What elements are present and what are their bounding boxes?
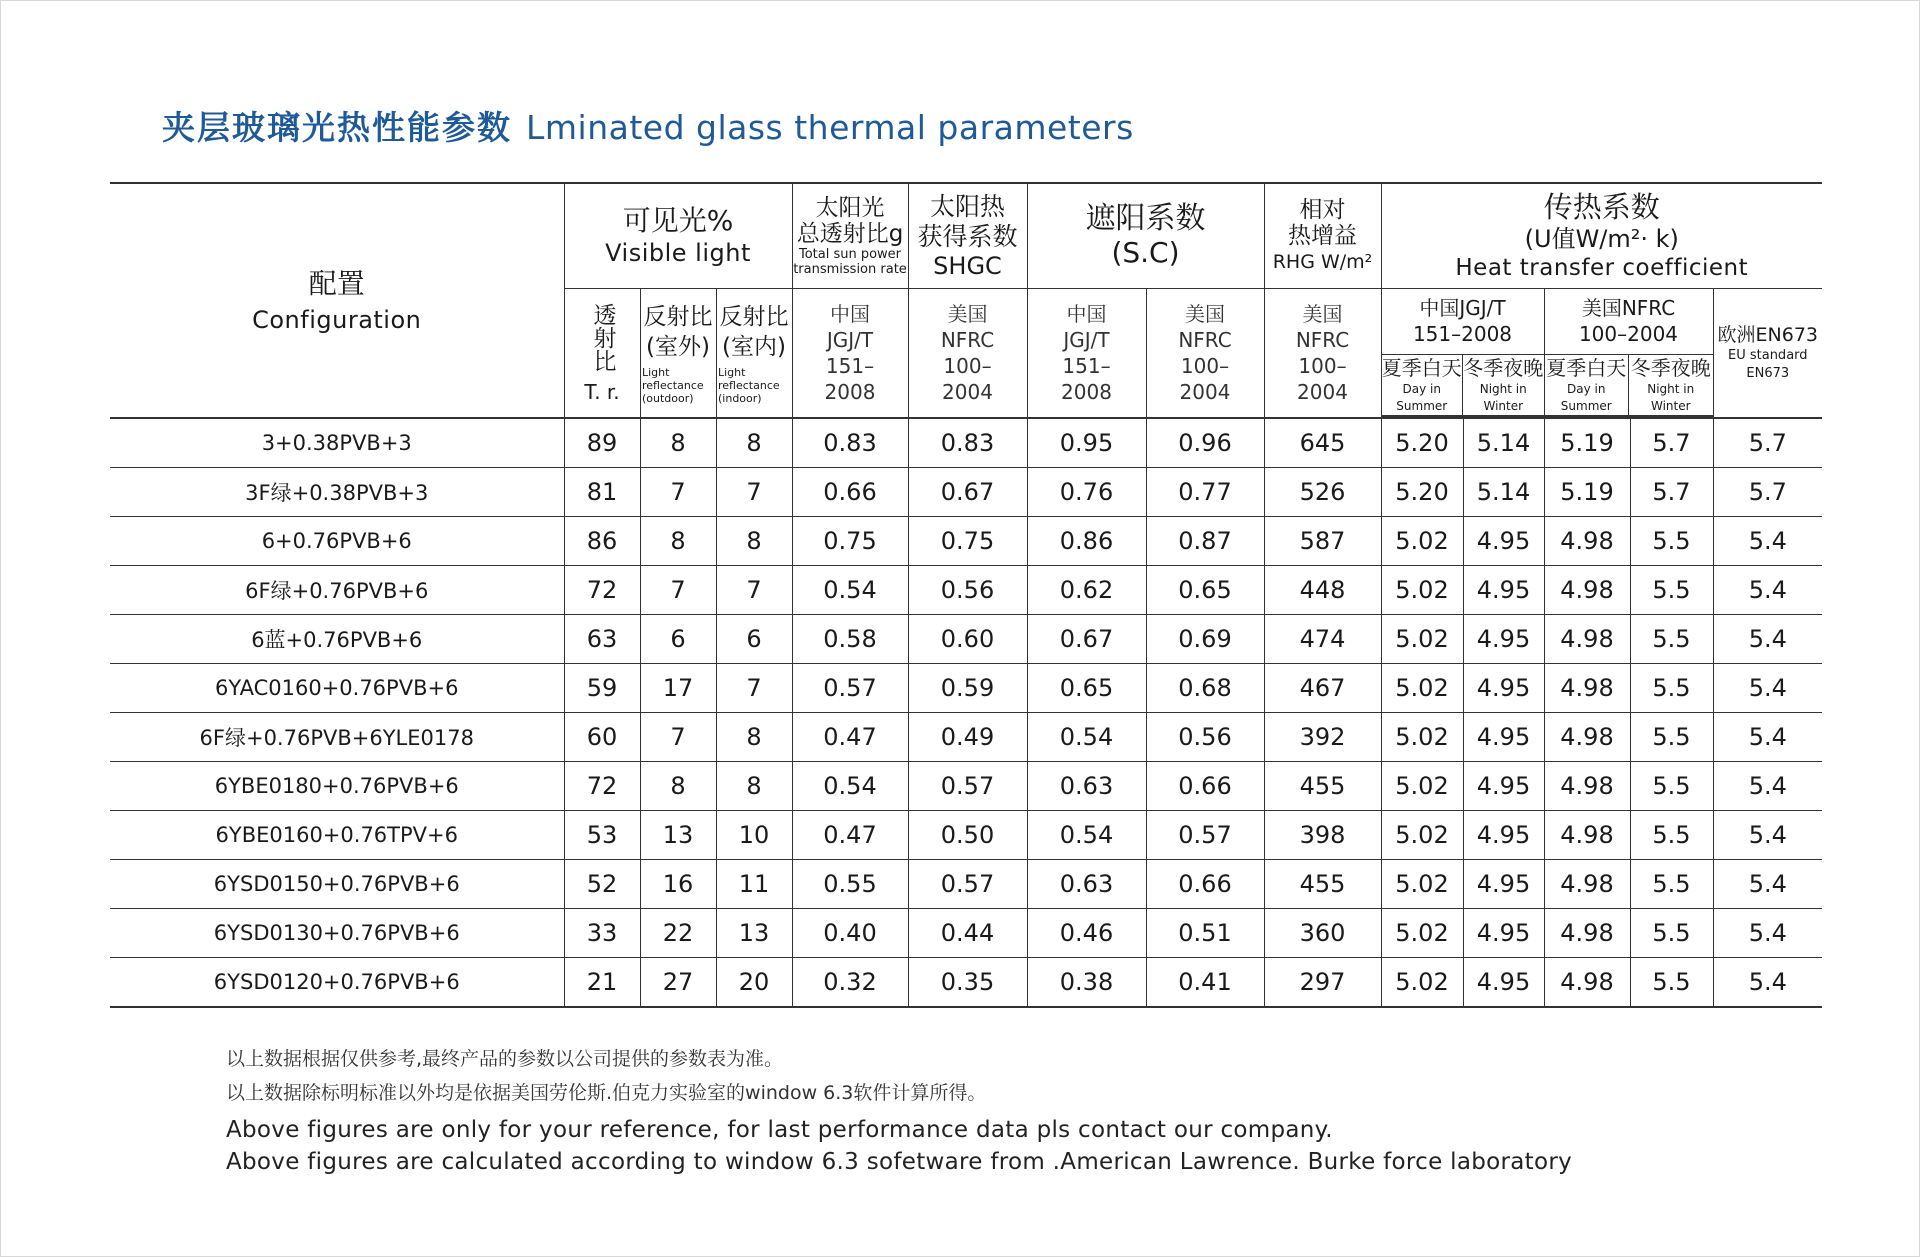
notes-en xyxy=(226,1114,1572,1178)
cell-u-cn-summer: 5.02 xyxy=(1381,762,1463,811)
cell-u-us-summer: 4.98 xyxy=(1544,566,1630,615)
winter-zh: 冬季夜晚 xyxy=(1630,355,1711,380)
table-row xyxy=(110,909,1822,958)
std-line: 2004 xyxy=(1179,380,1231,404)
cell-rhg: 455 xyxy=(1264,860,1381,909)
cell-u-us-summer: 4.98 xyxy=(1544,517,1630,566)
thermal-parameters-table xyxy=(110,182,1822,1008)
total-sun-std xyxy=(792,289,908,419)
winter-zh: 冬季夜晚 xyxy=(1463,355,1544,380)
refl-in-en: Light reflectance (indoor) xyxy=(718,365,780,405)
cell-refl-out: 7 xyxy=(640,566,716,615)
cell-refl-out: 7 xyxy=(640,713,716,762)
table-header xyxy=(110,183,1822,418)
std-line: NFRC xyxy=(1178,328,1232,352)
cell-refl-in: 6 xyxy=(716,615,792,664)
cell-sc-us: 0.66 xyxy=(1146,762,1264,811)
cell-rhg: 467 xyxy=(1264,664,1381,713)
cell-u-us-winter: 5.5 xyxy=(1630,811,1713,860)
cell-u-cn-winter: 4.95 xyxy=(1463,713,1544,762)
eu-en: EU standard EN673 xyxy=(1728,348,1808,381)
std-line: 2004 xyxy=(942,380,993,404)
cell-u-us-winter: 5.5 xyxy=(1630,615,1713,664)
cell-u-us-winter: 5.5 xyxy=(1630,713,1713,762)
table-row xyxy=(110,762,1822,811)
cell-shgc: 0.83 xyxy=(908,418,1027,468)
cell-refl-in: 11 xyxy=(716,860,792,909)
configuration-header xyxy=(110,183,564,418)
cell-u-cn-winter: 4.95 xyxy=(1463,566,1544,615)
summer-en: Day in Summer xyxy=(1560,381,1612,413)
cell-tr: 59 xyxy=(564,664,640,713)
cell-u-cn-summer: 5.02 xyxy=(1381,713,1463,762)
std-line: 2008 xyxy=(824,380,876,404)
cell-configuration: 3F绿+0.38PVB+3 xyxy=(110,468,564,517)
cell-shgc: 0.50 xyxy=(908,811,1027,860)
std-line: NFRC xyxy=(1295,328,1350,352)
cell-tr: 21 xyxy=(564,958,640,1008)
cell-u-cn-winter: 4.95 xyxy=(1463,811,1544,860)
cell-rhg: 526 xyxy=(1264,468,1381,517)
cell-refl-out: 13 xyxy=(640,811,716,860)
cell-configuration: 6YBE0180+0.76PVB+6 xyxy=(110,762,564,811)
winter-en: Night in Winter xyxy=(1647,381,1695,413)
table-body xyxy=(110,418,1822,1007)
cell-u-us-summer: 4.98 xyxy=(1544,713,1630,762)
shgc-std xyxy=(908,289,1027,419)
table-row xyxy=(110,958,1822,1008)
cell-sc-cn: 0.38 xyxy=(1027,958,1146,1008)
u-eu-std xyxy=(1713,289,1822,419)
cell-refl-in: 7 xyxy=(716,664,792,713)
cell-u-us-winter: 5.5 xyxy=(1630,762,1713,811)
table-row xyxy=(110,860,1822,909)
shading-coefficient-header xyxy=(1027,183,1264,289)
u-value-zh: 传热系数 xyxy=(1543,190,1660,224)
cell-total-sun-g: 0.66 xyxy=(792,468,908,517)
u-us-std1: 美国NFRC xyxy=(1581,296,1676,321)
cell-sc-us: 0.96 xyxy=(1146,418,1264,468)
cell-tr: 72 xyxy=(564,762,640,811)
cell-refl-out: 27 xyxy=(640,958,716,1008)
cell-refl-out: 7 xyxy=(640,468,716,517)
cell-u-cn-winter: 5.14 xyxy=(1463,418,1544,468)
tr-zh-text: 透射比 xyxy=(589,302,616,372)
cell-sc-cn: 0.65 xyxy=(1027,664,1146,713)
std-line: 151– xyxy=(1062,354,1111,378)
table-row xyxy=(110,713,1822,762)
cell-u-cn-winter: 4.95 xyxy=(1463,615,1544,664)
cell-u-eu: 5.4 xyxy=(1713,713,1822,762)
u-cn-winter-header xyxy=(1463,354,1544,416)
cell-tr: 81 xyxy=(564,468,640,517)
std-line: NFRC xyxy=(940,328,995,352)
cell-shgc: 0.49 xyxy=(908,713,1027,762)
sc-zh: 遮阳系数 xyxy=(1085,201,1206,236)
title-en: Lminated glass thermal parameters xyxy=(526,108,1134,147)
total-sun-en1: Total sun power xyxy=(798,247,902,262)
total-sun-en2: transmission rate xyxy=(793,262,907,277)
rhg-en: RHG W/m² xyxy=(1272,251,1373,273)
cell-tr: 89 xyxy=(564,418,640,468)
std-line: 美国 xyxy=(947,302,988,326)
cell-u-us-summer: 4.98 xyxy=(1544,762,1630,811)
tr-header xyxy=(564,289,640,419)
cell-u-cn-winter: 4.95 xyxy=(1463,517,1544,566)
cell-rhg: 448 xyxy=(1264,566,1381,615)
cell-total-sun-g: 0.57 xyxy=(792,664,908,713)
cell-rhg: 645 xyxy=(1264,418,1381,468)
u-value-unit: (U值W/m²· k) xyxy=(1524,225,1679,253)
cell-refl-in: 8 xyxy=(716,713,792,762)
cell-u-cn-summer: 5.02 xyxy=(1381,664,1463,713)
cell-rhg: 587 xyxy=(1264,517,1381,566)
std-line: 100– xyxy=(943,354,992,378)
summer-zh: 夏季白天 xyxy=(1546,355,1627,380)
table-row xyxy=(110,615,1822,664)
cell-rhg: 360 xyxy=(1264,909,1381,958)
cell-total-sun-g: 0.32 xyxy=(792,958,908,1008)
cell-tr: 53 xyxy=(564,811,640,860)
shgc-en: SHGC xyxy=(933,252,1002,280)
cell-total-sun-g: 0.75 xyxy=(792,517,908,566)
cell-configuration: 6YSD0150+0.76PVB+6 xyxy=(110,860,564,909)
cell-refl-out: 16 xyxy=(640,860,716,909)
cell-u-us-summer: 4.98 xyxy=(1544,958,1630,1008)
cell-refl-out: 8 xyxy=(640,418,716,468)
cell-total-sun-g: 0.54 xyxy=(792,762,908,811)
cell-u-us-summer: 4.98 xyxy=(1544,664,1630,713)
refl-in-zh: 反射比(室内) xyxy=(719,303,789,360)
configuration-header-en: Configuration xyxy=(252,305,422,334)
cell-u-cn-summer: 5.02 xyxy=(1381,909,1463,958)
cell-sc-cn: 0.63 xyxy=(1027,762,1146,811)
cell-u-us-winter: 5.5 xyxy=(1630,958,1713,1008)
cell-sc-us: 0.87 xyxy=(1146,517,1264,566)
cell-sc-us: 0.65 xyxy=(1146,566,1264,615)
cell-sc-us: 0.56 xyxy=(1146,713,1264,762)
std-line: 100– xyxy=(1180,354,1230,378)
cell-shgc: 0.59 xyxy=(908,664,1027,713)
std-line: JGJ/T xyxy=(1063,328,1110,352)
table-row xyxy=(110,468,1822,517)
cell-u-eu: 5.4 xyxy=(1713,615,1822,664)
rhg-std xyxy=(1264,289,1381,419)
cell-u-cn-summer: 5.02 xyxy=(1381,860,1463,909)
cell-refl-out: 8 xyxy=(640,762,716,811)
cell-rhg: 392 xyxy=(1264,713,1381,762)
cell-configuration: 6+0.76PVB+6 xyxy=(110,517,564,566)
u-cn-std1: 中国JGJ/T xyxy=(1419,296,1506,321)
cell-configuration: 6YAC0160+0.76PVB+6 xyxy=(110,664,564,713)
cell-rhg: 474 xyxy=(1264,615,1381,664)
cell-configuration: 3+0.38PVB+3 xyxy=(110,418,564,468)
cell-shgc: 0.56 xyxy=(908,566,1027,615)
cell-configuration: 6蓝+0.76PVB+6 xyxy=(110,615,564,664)
cell-tr: 33 xyxy=(564,909,640,958)
u-cn-std-label xyxy=(1382,289,1544,354)
cell-u-us-winter: 5.5 xyxy=(1630,517,1713,566)
cell-sc-cn: 0.95 xyxy=(1027,418,1146,468)
cell-u-eu: 5.7 xyxy=(1713,468,1822,517)
configuration-header-zh: 配置 xyxy=(308,266,365,300)
table-row xyxy=(110,517,1822,566)
refl-in-header xyxy=(716,289,792,419)
cell-u-eu: 5.4 xyxy=(1713,762,1822,811)
cell-tr: 86 xyxy=(564,517,640,566)
shgc-header xyxy=(908,183,1027,289)
cell-sc-us: 0.77 xyxy=(1146,468,1264,517)
std-line: 100– xyxy=(1298,354,1347,378)
cell-u-cn-summer: 5.02 xyxy=(1381,615,1463,664)
notes-zh xyxy=(226,1042,986,1110)
cell-sc-cn: 0.86 xyxy=(1027,517,1146,566)
cell-tr: 52 xyxy=(564,860,640,909)
cell-shgc: 0.60 xyxy=(908,615,1027,664)
winter-en: Night in Winter xyxy=(1479,381,1527,413)
cell-configuration: 6YBE0160+0.76TPV+6 xyxy=(110,811,564,860)
cell-shgc: 0.75 xyxy=(908,517,1027,566)
cell-u-us-winter: 5.5 xyxy=(1630,664,1713,713)
sc-en: (S.C) xyxy=(1111,236,1180,269)
cell-u-cn-summer: 5.02 xyxy=(1381,958,1463,1008)
table-row xyxy=(110,566,1822,615)
u-value-header xyxy=(1381,183,1822,289)
u-value-en: Heat transfer coefficient xyxy=(1455,255,1749,281)
cell-sc-cn: 0.62 xyxy=(1027,566,1146,615)
cell-u-cn-summer: 5.02 xyxy=(1381,517,1463,566)
cell-u-eu: 5.4 xyxy=(1713,909,1822,958)
cell-sc-cn: 0.54 xyxy=(1027,713,1146,762)
cell-sc-us: 0.57 xyxy=(1146,811,1264,860)
refl-out-header xyxy=(640,289,716,419)
cell-u-us-winter: 5.5 xyxy=(1630,860,1713,909)
rhg-header xyxy=(1264,183,1381,289)
cell-refl-out: 6 xyxy=(640,615,716,664)
cell-tr: 72 xyxy=(564,566,640,615)
u-us-winter-header xyxy=(1629,354,1713,416)
cell-sc-us: 0.66 xyxy=(1146,860,1264,909)
cell-configuration: 6F绿+0.76PVB+6YLE0178 xyxy=(110,713,564,762)
page-title xyxy=(162,102,1134,149)
cell-shgc: 0.35 xyxy=(908,958,1027,1008)
u-us-std-group xyxy=(1544,289,1713,419)
cell-u-us-summer: 4.98 xyxy=(1544,811,1630,860)
cell-refl-in: 8 xyxy=(716,418,792,468)
std-line: 美国 xyxy=(1302,302,1343,326)
cell-u-eu: 5.4 xyxy=(1713,566,1822,615)
cell-refl-out: 22 xyxy=(640,909,716,958)
cell-sc-cn: 0.67 xyxy=(1027,615,1146,664)
cell-sc-us: 0.68 xyxy=(1146,664,1264,713)
cell-u-us-summer: 5.19 xyxy=(1544,468,1630,517)
cell-u-us-winter: 5.7 xyxy=(1630,418,1713,468)
cell-refl-in: 10 xyxy=(716,811,792,860)
cell-u-us-winter: 5.7 xyxy=(1630,468,1713,517)
visible-light-header xyxy=(564,183,792,289)
std-line: 中国 xyxy=(830,302,870,326)
u-us-std-table xyxy=(1545,289,1713,417)
cell-u-eu: 5.7 xyxy=(1713,418,1822,468)
u-cn-std-group xyxy=(1381,289,1544,419)
cell-sc-us: 0.41 xyxy=(1146,958,1264,1008)
note-en-line: Above figures are calculated according to window 6.3 sofetware from .American Lawrence. Burke force laboratory xyxy=(226,1149,1573,1175)
cell-u-eu: 5.4 xyxy=(1713,860,1822,909)
cell-total-sun-g: 0.58 xyxy=(792,615,908,664)
table-row xyxy=(110,418,1822,468)
visible-light-zh: 可见光% xyxy=(622,204,734,237)
shgc-zh2: 获得系数 xyxy=(917,222,1018,251)
std-line: 中国 xyxy=(1066,302,1107,326)
cell-rhg: 297 xyxy=(1264,958,1381,1008)
cell-total-sun-g: 0.55 xyxy=(792,860,908,909)
u-us-summer-header xyxy=(1545,354,1629,416)
rhg-zh2: 热增益 xyxy=(1288,223,1357,249)
cell-sc-us: 0.69 xyxy=(1146,615,1264,664)
cell-refl-in: 13 xyxy=(716,909,792,958)
cell-refl-in: 7 xyxy=(716,566,792,615)
cell-u-eu: 5.4 xyxy=(1713,664,1822,713)
cell-refl-out: 17 xyxy=(640,664,716,713)
cell-u-cn-winter: 4.95 xyxy=(1463,958,1544,1008)
cell-u-cn-summer: 5.20 xyxy=(1381,468,1463,517)
cell-u-cn-summer: 5.20 xyxy=(1381,418,1463,468)
cell-rhg: 398 xyxy=(1264,811,1381,860)
cell-configuration: 6YSD0120+0.76PVB+6 xyxy=(110,958,564,1008)
std-line: JGJ/T xyxy=(826,328,874,352)
eu-zh: 欧洲EN673 xyxy=(1717,324,1819,346)
summer-en: Day in Summer xyxy=(1396,381,1448,413)
refl-out-en: Light reflectance (outdoor) xyxy=(642,365,704,405)
cell-shgc: 0.44 xyxy=(908,909,1027,958)
u-us-std-label xyxy=(1545,289,1713,354)
cell-tr: 63 xyxy=(564,615,640,664)
cell-total-sun-g: 0.83 xyxy=(792,418,908,468)
cell-total-sun-g: 0.47 xyxy=(792,811,908,860)
refl-out-zh: 反射比(室外) xyxy=(643,303,713,360)
cell-u-us-summer: 4.98 xyxy=(1544,615,1630,664)
cell-u-us-summer: 5.19 xyxy=(1544,418,1630,468)
u-us-std2: 100–2004 xyxy=(1578,322,1679,347)
cell-u-eu: 5.4 xyxy=(1713,811,1822,860)
tr-en: T. r. xyxy=(584,379,620,404)
sc-us-std xyxy=(1146,289,1264,419)
std-line: 151– xyxy=(825,354,875,378)
cell-total-sun-g: 0.40 xyxy=(792,909,908,958)
std-line: 美国 xyxy=(1185,302,1225,326)
cell-u-cn-winter: 4.95 xyxy=(1463,860,1544,909)
cell-u-cn-summer: 5.02 xyxy=(1381,566,1463,615)
visible-light-en: Visible light xyxy=(605,239,751,267)
cell-sc-cn: 0.54 xyxy=(1027,811,1146,860)
cell-refl-in: 8 xyxy=(716,762,792,811)
note-en-line: Above figures are only for your reference, for last performance data pls contact our company. xyxy=(226,1117,1333,1143)
cell-u-us-winter: 5.5 xyxy=(1630,909,1713,958)
table-row xyxy=(110,664,1822,713)
cell-tr: 60 xyxy=(564,713,640,762)
cell-sc-us: 0.51 xyxy=(1146,909,1264,958)
u-cn-std-table xyxy=(1382,289,1544,417)
tr-zh xyxy=(565,303,640,372)
cell-u-us-winter: 5.5 xyxy=(1630,566,1713,615)
title-zh: 夹层玻璃光热性能参数 xyxy=(162,108,512,147)
cell-u-eu: 5.4 xyxy=(1713,517,1822,566)
u-cn-std2: 151–2008 xyxy=(1412,322,1513,347)
shgc-zh1: 太阳热 xyxy=(929,192,1005,221)
cell-refl-in: 20 xyxy=(716,958,792,1008)
cell-sc-cn: 0.76 xyxy=(1027,468,1146,517)
cell-total-sun-g: 0.47 xyxy=(792,713,908,762)
cell-refl-in: 8 xyxy=(716,517,792,566)
total-sun-zh1: 太阳光 xyxy=(815,195,885,221)
total-sun-zh2: 总透射比g xyxy=(796,221,904,247)
table-row xyxy=(110,811,1822,860)
cell-configuration: 6YSD0130+0.76PVB+6 xyxy=(110,909,564,958)
cell-u-eu: 5.4 xyxy=(1713,958,1822,1008)
cell-rhg: 455 xyxy=(1264,762,1381,811)
cell-u-us-summer: 4.98 xyxy=(1544,860,1630,909)
cell-u-cn-winter: 4.95 xyxy=(1463,762,1544,811)
cell-total-sun-g: 0.54 xyxy=(792,566,908,615)
std-line: 2008 xyxy=(1061,380,1112,404)
cell-u-cn-winter: 4.95 xyxy=(1463,909,1544,958)
cell-shgc: 0.67 xyxy=(908,468,1027,517)
note-zh-line: 以上数据除标明标准以外均是依据美国劳伦斯.伯克力实验室的window 6.3软件计算所得。 xyxy=(226,1082,987,1104)
u-cn-summer-header xyxy=(1382,354,1463,416)
std-line: 2004 xyxy=(1297,380,1348,404)
summer-zh: 夏季白天 xyxy=(1381,355,1462,380)
sc-cn-std xyxy=(1027,289,1146,419)
cell-u-cn-winter: 5.14 xyxy=(1463,468,1544,517)
cell-u-us-summer: 4.98 xyxy=(1544,909,1630,958)
cell-sc-cn: 0.63 xyxy=(1027,860,1146,909)
cell-refl-in: 7 xyxy=(716,468,792,517)
cell-configuration: 6F绿+0.76PVB+6 xyxy=(110,566,564,615)
cell-u-cn-summer: 5.02 xyxy=(1381,811,1463,860)
cell-u-cn-winter: 4.95 xyxy=(1463,664,1544,713)
rhg-zh1: 相对 xyxy=(1299,197,1346,223)
cell-shgc: 0.57 xyxy=(908,860,1027,909)
cell-shgc: 0.57 xyxy=(908,762,1027,811)
cell-refl-out: 8 xyxy=(640,517,716,566)
cell-sc-cn: 0.46 xyxy=(1027,909,1146,958)
note-zh-line: 以上数据根据仅供参考,最终产品的参数以公司提供的参数表为准。 xyxy=(226,1048,784,1070)
total-sun-header xyxy=(792,183,908,289)
